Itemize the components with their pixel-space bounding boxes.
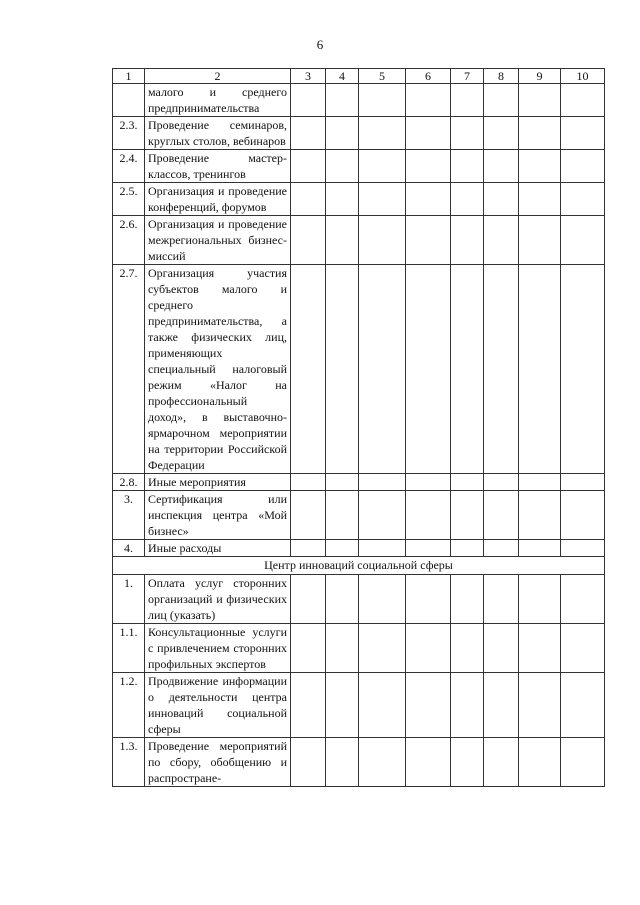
empty-cell [451, 738, 484, 787]
row-name: Организация участия субъектов малого и среднего предпринимательства, а также физических лиц, применяющих специальный налоговый режим «Налог на профессиональный доход», в выставочно-ярмарочном мероприятии на территории Российской Федерации [145, 265, 291, 474]
empty-cell [484, 575, 519, 624]
row-name: Консультационные услуги с привлечением сторонних профильных экспертов [145, 624, 291, 673]
empty-cell [291, 540, 326, 557]
empty-cell [484, 216, 519, 265]
empty-cell [561, 575, 605, 624]
empty-cell [451, 150, 484, 183]
empty-cell [291, 491, 326, 540]
row-number: 3. [113, 491, 145, 540]
empty-cell [519, 265, 561, 474]
empty-cell [359, 150, 406, 183]
empty-cell [484, 84, 519, 117]
empty-cell [359, 491, 406, 540]
empty-cell [484, 624, 519, 673]
empty-cell [519, 540, 561, 557]
row-number: 2.7. [113, 265, 145, 474]
empty-cell [519, 491, 561, 540]
column-header: 5 [359, 69, 406, 84]
empty-cell [484, 183, 519, 216]
empty-cell [291, 265, 326, 474]
empty-cell [561, 117, 605, 150]
row-number: 1.2. [113, 673, 145, 738]
empty-cell [406, 117, 451, 150]
row-name: Иные расходы [145, 540, 291, 557]
row-name: Оплата услуг сторонних организаций и физических лиц (указать) [145, 575, 291, 624]
table-row [113, 216, 605, 265]
empty-cell [291, 216, 326, 265]
row-number: 2.6. [113, 216, 145, 265]
empty-cell [484, 673, 519, 738]
empty-cell [406, 738, 451, 787]
empty-cell [406, 624, 451, 673]
table-row [113, 265, 605, 474]
row-number: 1. [113, 575, 145, 624]
empty-cell [291, 150, 326, 183]
empty-cell [291, 575, 326, 624]
row-name: Проведение мероприятий по сбору, обобщению и распростране- [145, 738, 291, 787]
empty-cell [561, 673, 605, 738]
column-header: 9 [519, 69, 561, 84]
empty-cell [451, 216, 484, 265]
column-header: 7 [451, 69, 484, 84]
page-number: 6 [316, 37, 324, 52]
empty-cell [359, 183, 406, 216]
empty-cell [451, 183, 484, 216]
table-header-row [113, 69, 605, 84]
empty-cell [326, 216, 359, 265]
empty-cell [561, 474, 605, 491]
empty-cell [326, 183, 359, 216]
empty-cell [451, 117, 484, 150]
column-header: 10 [561, 69, 605, 84]
empty-cell [326, 738, 359, 787]
row-name: Сертификация или инспекция центра «Мой бизнес» [145, 491, 291, 540]
empty-cell [359, 265, 406, 474]
empty-cell [291, 183, 326, 216]
empty-cell [484, 738, 519, 787]
empty-cell [451, 575, 484, 624]
empty-cell [519, 84, 561, 117]
empty-cell [406, 575, 451, 624]
column-header: 8 [484, 69, 519, 84]
column-header: 1 [113, 69, 145, 84]
empty-cell [326, 265, 359, 474]
column-header: 2 [145, 69, 291, 84]
empty-cell [561, 84, 605, 117]
row-name: Проведение семинаров, круглых столов, вебинаров [145, 117, 291, 150]
table-row [113, 738, 605, 787]
table-row [113, 624, 605, 673]
row-number: 1.1. [113, 624, 145, 673]
empty-cell [359, 624, 406, 673]
empty-cell [291, 474, 326, 491]
empty-cell [519, 216, 561, 265]
row-name: Проведение мастер-классов, тренингов [145, 150, 291, 183]
empty-cell [326, 575, 359, 624]
empty-cell [406, 474, 451, 491]
row-name: малого и среднего предпринимательства [145, 84, 291, 117]
empty-cell [484, 474, 519, 491]
empty-cell [519, 575, 561, 624]
empty-cell [451, 673, 484, 738]
empty-cell [359, 117, 406, 150]
empty-cell [561, 491, 605, 540]
table-row [113, 673, 605, 738]
empty-cell [451, 540, 484, 557]
section-title: Центр инноваций социальной сферы [113, 557, 605, 575]
column-header: 3 [291, 69, 326, 84]
budget-table [112, 68, 605, 787]
empty-cell [291, 673, 326, 738]
column-header: 6 [406, 69, 451, 84]
empty-cell [406, 673, 451, 738]
empty-cell [406, 216, 451, 265]
table-row [113, 491, 605, 540]
empty-cell [561, 540, 605, 557]
empty-cell [451, 84, 484, 117]
empty-cell [484, 265, 519, 474]
empty-cell [519, 738, 561, 787]
empty-cell [451, 624, 484, 673]
empty-cell [291, 84, 326, 117]
empty-cell [561, 183, 605, 216]
empty-cell [484, 117, 519, 150]
empty-cell [519, 150, 561, 183]
empty-cell [359, 738, 406, 787]
empty-cell [326, 150, 359, 183]
row-number: 1.3. [113, 738, 145, 787]
empty-cell [406, 84, 451, 117]
empty-cell [406, 265, 451, 474]
empty-cell [291, 117, 326, 150]
empty-cell [561, 150, 605, 183]
empty-cell [359, 84, 406, 117]
empty-cell [326, 624, 359, 673]
row-name: Иные мероприятия [145, 474, 291, 491]
empty-cell [519, 117, 561, 150]
table-row [113, 575, 605, 624]
empty-cell [359, 474, 406, 491]
row-name: Продвижение информации о деятельности центра инноваций социальной сферы [145, 673, 291, 738]
empty-cell [519, 624, 561, 673]
empty-cell [561, 265, 605, 474]
empty-cell [326, 84, 359, 117]
row-name: Организация и проведение конференций, форумов [145, 183, 291, 216]
empty-cell [561, 216, 605, 265]
empty-cell [326, 491, 359, 540]
row-number: 2.3. [113, 117, 145, 150]
row-name: Организация и проведение межрегиональных бизнес-миссий [145, 216, 291, 265]
section-row [113, 557, 605, 575]
empty-cell [326, 673, 359, 738]
empty-cell [519, 183, 561, 216]
empty-cell [326, 540, 359, 557]
row-number: 2.5. [113, 183, 145, 216]
empty-cell [561, 624, 605, 673]
empty-cell [519, 474, 561, 491]
empty-cell [406, 150, 451, 183]
empty-cell [359, 673, 406, 738]
empty-cell [451, 474, 484, 491]
empty-cell [451, 491, 484, 540]
empty-cell [291, 738, 326, 787]
row-number [113, 84, 145, 117]
table-row [113, 117, 605, 150]
empty-cell [451, 265, 484, 474]
empty-cell [406, 491, 451, 540]
empty-cell [359, 216, 406, 265]
column-header: 4 [326, 69, 359, 84]
row-number: 4. [113, 540, 145, 557]
empty-cell [406, 540, 451, 557]
empty-cell [406, 183, 451, 216]
empty-cell [291, 624, 326, 673]
row-number: 2.4. [113, 150, 145, 183]
empty-cell [519, 673, 561, 738]
empty-cell [359, 575, 406, 624]
row-number: 2.8. [113, 474, 145, 491]
table-row [113, 84, 605, 117]
empty-cell [484, 491, 519, 540]
table-row [113, 150, 605, 183]
table-row [113, 474, 605, 491]
empty-cell [326, 117, 359, 150]
table-row [113, 183, 605, 216]
table-row [113, 540, 605, 557]
empty-cell [359, 540, 406, 557]
empty-cell [484, 150, 519, 183]
empty-cell [484, 540, 519, 557]
empty-cell [561, 738, 605, 787]
empty-cell [326, 474, 359, 491]
